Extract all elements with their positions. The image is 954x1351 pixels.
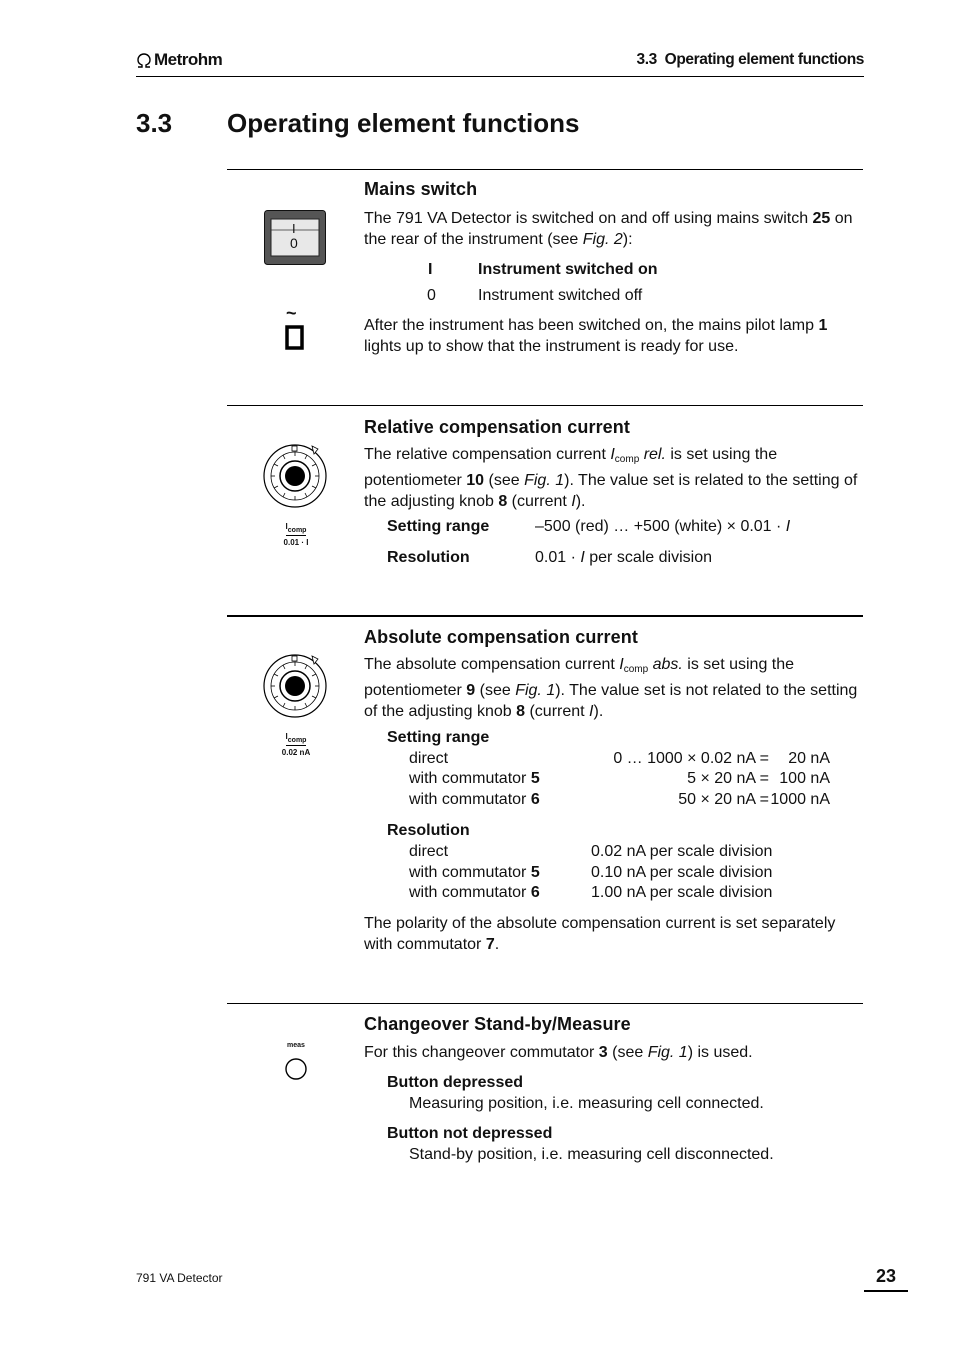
resolution-row-value: 1.00 nA per scale division: [591, 884, 773, 901]
changeover-heading: Changeover Stand-by/Measure: [364, 1014, 631, 1034]
section-title: Operating element functions: [227, 108, 580, 138]
relative-resolution-label: Resolution: [387, 549, 470, 566]
section-number: 3.3: [136, 108, 173, 138]
resolution-row-value: 0.02 nA per scale division: [591, 843, 773, 860]
mains-paragraph-2: After the instrument has been switched on, the mains pilot lamp 1 lights up to show that the instrument is ready for use.: [364, 317, 828, 355]
page-title: [136, 108, 580, 139]
relative-heading: Relative compensation current: [364, 417, 630, 437]
range-row-value: 20 nA: [788, 750, 830, 767]
potentiometer-relative-icon: [262, 442, 328, 513]
mains-heading: Mains switch: [364, 179, 478, 199]
switch-on-symbol: I: [292, 221, 296, 236]
mains-pilot-lamp-icon: [284, 303, 306, 356]
absolute-resolution-label: Resolution: [387, 822, 470, 839]
page-number: 23: [875, 1266, 897, 1286]
relative-paragraph: The relative compensation current $I_{comp}$ rel. is set using the potentiometer 10 (see Fig. 1). The value set is related to the setting of the adjusting knob 8 (current I).: [364, 446, 858, 510]
mains-row-off-text: Instrument switched off: [478, 287, 643, 304]
absolute-paragraph-2: The polarity of the absolute compensation current is set separately with commutator 7.: [364, 915, 836, 953]
brand-name: Metrohm: [154, 50, 223, 69]
range-row-value: 1000 nA: [770, 791, 830, 808]
page-number-rule: [864, 1290, 908, 1292]
mains-row-on-text: Instrument switched on: [478, 261, 658, 278]
potentiometer-relative-label: $I_{comp}$ 0.01 · I: [283, 522, 309, 547]
range-row-label: with commutator 5: [409, 770, 540, 787]
tilde-symbol: ~: [286, 303, 297, 323]
meas-button-icon: [284, 1057, 308, 1086]
mains-paragraph-1: The 791 VA Detector is switched on and off using mains switch 25 on the rear of the instrument (see Fig. 2):: [364, 210, 853, 248]
button-depressed-text: Measuring position, i.e. measuring cell connected.: [409, 1095, 764, 1112]
resolution-row-label: direct: [409, 843, 449, 860]
brand-logo: [136, 50, 222, 73]
section-rule: [227, 615, 863, 617]
range-row-calc: 0 … 1000 × 0.02 nA =: [613, 750, 769, 767]
relative-range-label: Setting range: [387, 518, 490, 535]
switch-off-symbol: 0: [290, 235, 298, 251]
range-row-calc: 50 × 20 nA =: [678, 791, 769, 808]
absolute-heading: Absolute compensation current: [364, 627, 638, 647]
button-not-depressed-label: Button not depressed: [387, 1125, 553, 1142]
potentiometer-absolute-label: $I_{comp}$ 0.02 nA: [281, 732, 311, 757]
range-row-label: with commutator 6: [409, 791, 540, 808]
resolution-row-value: 0.10 nA per scale division: [591, 864, 773, 881]
mains-row-off-symbol: 0: [427, 287, 436, 304]
section-rule: [227, 169, 863, 170]
section-rule: [227, 405, 863, 406]
metrohm-omega-icon: [136, 53, 152, 73]
range-row-value: 100 nA: [779, 770, 830, 787]
running-header: 3.3 Operating element functions: [636, 51, 864, 68]
footer-product: 791 VA Detector: [136, 1271, 223, 1285]
relative-resolution-value: 0.01 · I per scale division: [535, 549, 712, 566]
absolute-range-label: Setting range: [387, 729, 490, 746]
mains-row-on-symbol: I: [428, 261, 433, 278]
resolution-row-label: with commutator 5: [409, 864, 540, 881]
section-rule: [227, 1003, 863, 1004]
resolution-row-label: with commutator 6: [409, 884, 540, 901]
meas-label: meas: [287, 1042, 305, 1049]
button-depressed-label: Button depressed: [387, 1074, 524, 1091]
absolute-paragraph: The absolute compensation current $I_{comp}$ abs. is set using the potentiometer 9 (see Fig. 1). The value set is not related to the setting of the adjusting knob 8 (current I).: [364, 656, 858, 720]
potentiometer-absolute-icon: [262, 652, 328, 723]
relative-range-value: –500 (red) … +500 (white) × 0.01 · I: [535, 518, 791, 535]
header-rule: [136, 76, 864, 77]
button-not-depressed-text: Stand-by position, i.e. measuring cell disconnected.: [409, 1146, 774, 1163]
range-row-label: direct: [409, 750, 449, 767]
changeover-paragraph: For this changeover commutator 3 (see Fig. 1) is used.: [364, 1044, 753, 1061]
range-row-calc: 5 × 20 nA =: [687, 770, 769, 787]
mains-switch-icon: [264, 210, 326, 270]
